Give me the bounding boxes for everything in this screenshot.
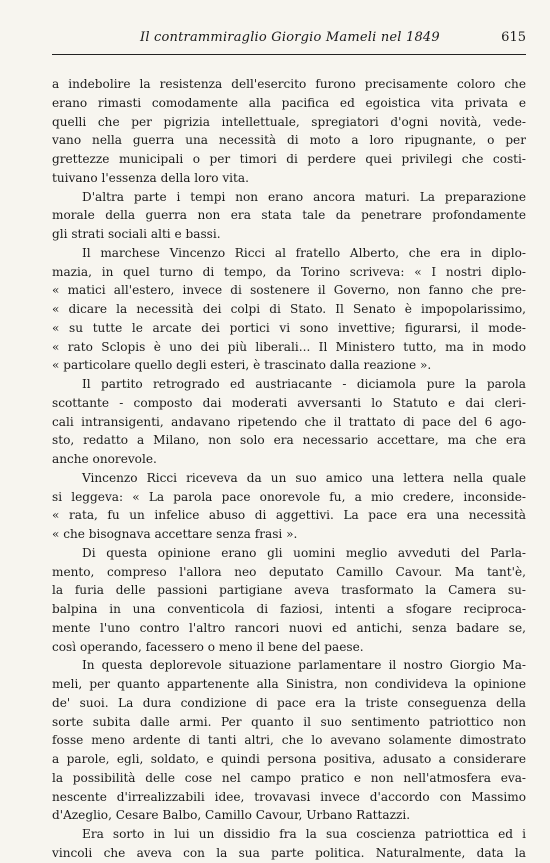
text-line: così operando, facessero o meno il bene del paese. xyxy=(52,639,364,654)
text-line: vincoli che aveva con la sua parte politica. Naturalmente, data la xyxy=(52,845,526,860)
text-line: « su tutte le arcate dei portici vi sono invettive; figurarsi, il mode- xyxy=(52,320,526,335)
text-line: gli strati sociali alti e bassi. xyxy=(52,227,221,241)
text-line: erano rimasti comodamente alla pacifica ed egoistica vita privata e xyxy=(52,95,526,110)
text-line: meli, per quanto appartenente alla Sinistra, non condivideva la opinione xyxy=(52,677,526,691)
body-text xyxy=(52,75,526,863)
text-line: « dicare la necessità dei colpi di Stato. Il Senato è impopolarissimo, xyxy=(52,302,526,316)
text-line: a parole, egli, soldato, e quindi persona positiva, adusato a considerare xyxy=(52,752,526,766)
text-line: sto, redatto a Milano, non solo era necessario accettare, ma che era xyxy=(52,433,526,448)
text-line: mento, compreso l'allora neo deputato Camillo Cavour. Ma tant'è, xyxy=(52,564,526,579)
text-line: vano nella guerra una necessità di moto a loro ripugnante, o per xyxy=(52,133,526,148)
text-line: tuivano l'essenza della loro vita. xyxy=(52,170,249,185)
header-rule xyxy=(52,54,526,55)
text-line: « che bisognava accettare senza frasi ». xyxy=(52,527,298,541)
text-line: In questa deplorevole situazione parlamentare il nostro Giorgio Ma- xyxy=(82,658,526,673)
text-line: sorte subita dalle armi. Per quanto il suo sentimento patriottico non xyxy=(52,714,526,729)
text-line: Era sorto in lui un dissidio fra la sua coscienza patriottica ed i xyxy=(82,827,526,841)
text-line: « matici all'estero, invece di sostenere il Governo, non fanno che pre- xyxy=(52,283,526,298)
text-line: Di questa opinione erano gli uomini meglio avveduti del Parla- xyxy=(82,545,526,560)
text-line: mazia, in quel turno di tempo, da Torino scriveva: « I nostri diplo- xyxy=(52,264,526,279)
page-header xyxy=(50,30,526,52)
text-line: grettezze municipali o per timori di perdere quei privilegi che costi- xyxy=(52,152,526,166)
text-line: mente l'uno contro l'altro rancori nuovi ed antichi, senza badare se, xyxy=(52,620,526,635)
text-line: Il marchese Vincenzo Ricci al fratello Alberto, che era in diplo- xyxy=(82,245,526,260)
page-number: 615 xyxy=(501,30,526,45)
text-line: de' suoi. La dura condizione di pace era la triste conseguenza della xyxy=(52,695,526,710)
running-title: Il contrammiraglio Giorgio Mameli nel 1849 xyxy=(140,30,440,45)
text-line: quelli che per pigrizia intellettuale, spregiatori d'ogni novità, vede- xyxy=(52,114,526,129)
text-line: balpina in una conventicola di faziosi, intenti a sfogare reciproca- xyxy=(52,602,526,616)
text-line: nescente d'irrealizzabili idee, trovavasi invece d'accordo con Massimo xyxy=(52,789,526,804)
text-line: la possibilità delle cose nel campo pratico e non nell'atmosfera eva- xyxy=(52,770,526,785)
text-line: anche onorevole. xyxy=(52,452,157,466)
text-line: « particolare quello degli esteri, è trascinato dalla reazione ». xyxy=(52,358,432,373)
text-line: d'Azeglio, Cesare Balbo, Camillo Cavour, Urbano Rattazzi. xyxy=(52,808,411,823)
text-line: si leggeva: « La parola pace onorevole fu, a mio credere, inconside- xyxy=(52,489,526,504)
text-line: cali intransigenti, andavano ripetendo che il trattato di pace del 6 ago- xyxy=(52,414,526,429)
text-line: Il partito retrogrado ed austriacante - diciamola pure la parola xyxy=(82,377,526,391)
text-line: « rato Sclopis è uno dei più liberali... Il Ministero tutto, ma in modo xyxy=(52,339,526,354)
text-line: D'altra parte i tempi non erano ancora maturi. La preparazione xyxy=(82,189,526,204)
text-line: morale della guerra non era stata tale da penetrare profondamente xyxy=(52,208,526,223)
text-line: Vincenzo Ricci riceveva da un suo amico una lettera nella quale xyxy=(82,470,526,485)
text-line: « rata, fu un infelice abuso di aggettivi. La pace era una necessità xyxy=(52,508,526,523)
text-line: scottante - composto dai moderati avversanti lo Statuto e dai cleri- xyxy=(52,395,526,410)
text-line: la furia delle passioni partigiane aveva trasformato la Camera su- xyxy=(52,583,526,598)
text-line: fosse meno ardente di tanti altri, che lo avevano solamente dimostrato xyxy=(52,733,526,748)
text-line: a indebolire la resistenza dell'esercito furono precisamente coloro che xyxy=(52,77,526,91)
